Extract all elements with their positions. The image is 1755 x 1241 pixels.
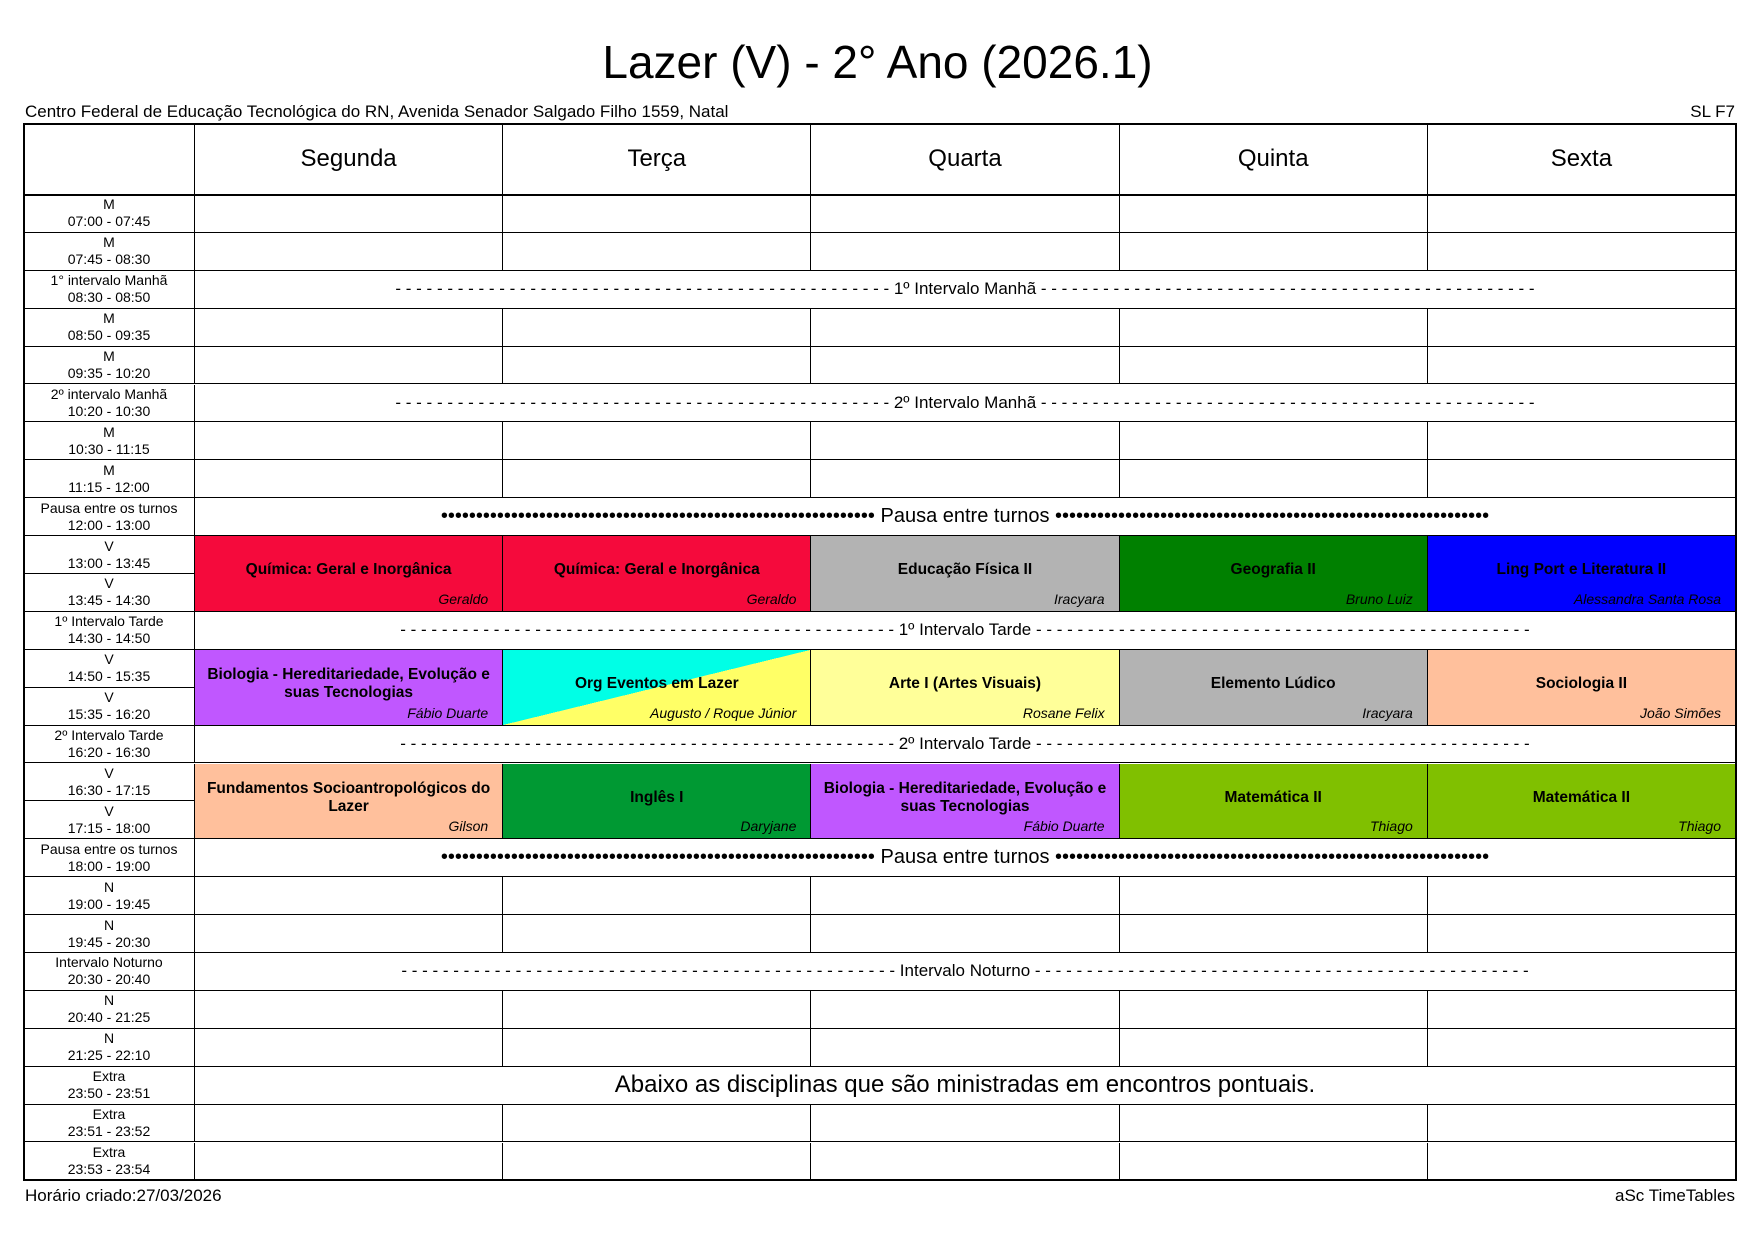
period-time: 13:45 - 14:30 (67, 592, 151, 609)
period-name: V (104, 802, 114, 819)
empty-slot[interactable] (1120, 1029, 1428, 1067)
lesson-card[interactable] (1120, 536, 1428, 612)
break-label: •••••••••••••••••••••••••••••••••••••••••••••••••••••••••••••• Pausa entre turnos •••••••••••••••••••••••••••••••••••••••••••••••••••••••••••••• (440, 505, 1490, 528)
period-label (24, 612, 195, 650)
period-label (24, 498, 195, 536)
empty-slot[interactable] (1120, 233, 1428, 271)
empty-slot[interactable] (1428, 915, 1736, 953)
period-name: M (103, 310, 115, 327)
period-label (24, 271, 195, 309)
empty-slot[interactable] (1120, 422, 1428, 460)
period-name: 1° intervalo Manhã (50, 272, 168, 289)
period-label (24, 839, 195, 877)
period-name: M (103, 234, 115, 251)
lesson-subject: Química: Geral e Inorgânica (553, 561, 760, 579)
period-label (24, 233, 195, 271)
period-name: N (103, 878, 115, 895)
lesson-subject: Ling Port e Literatura II (1496, 561, 1667, 579)
empty-slot[interactable] (1120, 1105, 1428, 1143)
period-name: V (104, 575, 114, 592)
lesson-subject: Arte I (Artes Visuais) (888, 675, 1042, 693)
empty-slot[interactable] (1428, 877, 1736, 915)
period-label (24, 726, 195, 764)
period-name: M (103, 461, 115, 478)
period-label (24, 309, 195, 347)
lesson-teacher: Augusto / Roque Júnior (650, 704, 797, 721)
software-credit: aSc TimeTables (1615, 1186, 1735, 1205)
empty-slot[interactable] (1120, 991, 1428, 1029)
period-label (24, 650, 195, 688)
empty-slot[interactable] (503, 347, 811, 385)
period-time: 08:30 - 08:50 (67, 289, 151, 306)
empty-slot[interactable] (195, 877, 503, 915)
period-time: 12:00 - 13:00 (67, 516, 151, 533)
empty-slot[interactable] (503, 915, 811, 953)
day-header-2: Terça (503, 124, 811, 195)
empty-slot[interactable] (811, 877, 1119, 915)
period-label (24, 195, 195, 233)
period-name: V (104, 689, 114, 706)
period-name: N (103, 1030, 115, 1047)
lesson-card[interactable] (195, 764, 503, 840)
period-name: 2º Intervalo Tarde (54, 727, 164, 744)
empty-slot[interactable] (503, 233, 811, 271)
period-time: 08:50 - 09:35 (67, 327, 151, 344)
empty-slot[interactable] (1428, 460, 1736, 498)
period-name: Extra (92, 1106, 126, 1123)
period-time: 10:30 - 11:15 (68, 440, 150, 457)
lesson-teacher: Fábio Duarte (1023, 818, 1105, 835)
period-label (24, 688, 195, 726)
period-label (24, 1105, 195, 1143)
lesson-teacher: Geraldo (746, 590, 797, 607)
period-time: 10:20 - 10:30 (67, 402, 151, 419)
period-label (24, 877, 195, 915)
break-band (195, 839, 1736, 877)
institution-address: Centro Federal de Educação Tecnológica do RN, Avenida Senador Salgado Filho 1559, Natal (25, 102, 729, 121)
empty-slot[interactable] (811, 347, 1119, 385)
empty-slot[interactable] (811, 1105, 1119, 1143)
period-time: 16:20 - 16:30 (67, 744, 151, 761)
empty-slot[interactable] (1428, 195, 1736, 233)
empty-slot[interactable] (503, 877, 811, 915)
period-name: 2º intervalo Manhã (50, 385, 168, 402)
day-header-1: Segunda (195, 124, 503, 195)
break-label: - - - - - - - - - - - - - - - - - - - - - - - - - - - - - - - - - - - - - - - - - - - - - - - - Intervalo Noturno - - - - - - - - - - - - - - - - - - - - - - - - - - - - - - - - - - - - - - - - - - - - - - - - (401, 961, 1529, 981)
lesson-subject: Org Eventos em Lazer (574, 675, 739, 693)
break-label: - - - - - - - - - - - - - - - - - - - - - - - - - - - - - - - - - - - - - - - - - - - - - - - - 1º Intervalo Tarde - - - - - - - - - - - - - - - - - - - - - - - - - - - - - - - - - - - - - - - - - - - - - - - - (400, 620, 1530, 640)
break-band (195, 1067, 1736, 1105)
lesson-teacher: Thiago (1678, 818, 1721, 835)
empty-slot[interactable] (503, 991, 811, 1029)
empty-slot[interactable] (1120, 915, 1428, 953)
empty-slot[interactable] (195, 422, 503, 460)
period-label (24, 574, 195, 612)
lesson-card[interactable] (503, 650, 811, 726)
period-time: 17:15 - 18:00 (67, 819, 151, 836)
empty-slot[interactable] (503, 1143, 811, 1181)
lesson-teacher: Iracyara (1362, 704, 1413, 721)
period-name: 1º Intervalo Tarde (54, 613, 164, 630)
period-label (24, 536, 195, 574)
lesson-teacher: Gilson (448, 818, 489, 835)
empty-slot[interactable] (195, 1105, 503, 1143)
period-name: V (104, 537, 114, 554)
empty-slot[interactable] (1428, 1105, 1736, 1143)
period-label (24, 953, 195, 991)
room-code: SL F7 (1690, 102, 1735, 121)
period-label (24, 915, 195, 953)
period-name: Pausa entre os turnos (40, 499, 178, 516)
lesson-teacher: Iracyara (1054, 590, 1105, 607)
period-name: Extra (92, 1068, 126, 1085)
period-time: 13:00 - 13:45 (67, 554, 151, 571)
period-label (24, 1029, 195, 1067)
empty-slot[interactable] (1428, 309, 1736, 347)
empty-slot[interactable] (1120, 195, 1428, 233)
lesson-card[interactable] (811, 536, 1119, 612)
lesson-card[interactable] (1428, 764, 1736, 840)
lesson-subject: Química: Geral e Inorgânica (245, 561, 452, 579)
empty-slot[interactable] (811, 233, 1119, 271)
period-time: 20:40 - 21:25 (67, 1009, 151, 1026)
period-time: 21:25 - 22:10 (67, 1047, 151, 1064)
header-corner (24, 124, 195, 195)
lesson-teacher: Rosane Felix (1022, 704, 1105, 721)
empty-slot[interactable] (1120, 460, 1428, 498)
period-name: Pausa entre os turnos (40, 840, 178, 857)
empty-slot[interactable] (1120, 309, 1428, 347)
empty-slot[interactable] (811, 309, 1119, 347)
period-label (24, 385, 195, 423)
empty-slot[interactable] (195, 915, 503, 953)
lesson-subject: Matemática II (1224, 788, 1322, 806)
period-time: 07:00 - 07:45 (67, 213, 151, 230)
empty-slot[interactable] (811, 195, 1119, 233)
day-header-4: Quinta (1120, 124, 1428, 195)
lesson-subject: Matemática II (1532, 788, 1631, 806)
period-time: 14:50 - 15:35 (67, 668, 151, 685)
period-label (24, 1067, 195, 1105)
empty-slot[interactable] (811, 422, 1119, 460)
lesson-subject: Sociologia II (1535, 675, 1628, 693)
period-name: M (103, 196, 115, 213)
empty-slot[interactable] (195, 309, 503, 347)
empty-slot[interactable] (195, 347, 503, 385)
empty-slot[interactable] (195, 1029, 503, 1067)
period-label (24, 347, 195, 385)
period-time: 20:30 - 20:40 (67, 971, 151, 988)
empty-slot[interactable] (503, 309, 811, 347)
lesson-card[interactable] (1428, 650, 1736, 726)
empty-slot[interactable] (503, 1105, 811, 1143)
break-band (195, 612, 1736, 650)
break-band (195, 271, 1736, 309)
empty-slot[interactable] (1428, 347, 1736, 385)
period-label (24, 1143, 195, 1181)
lesson-card[interactable] (503, 764, 811, 840)
timetable-title: Lazer (V) - 2° Ano (2026.1) (602, 36, 1153, 88)
break-label: •••••••••••••••••••••••••••••••••••••••••••••••••••••••••••••• Pausa entre turnos •••••••••••••••••••••••••••••••••••••••••••••••••••••••••••••• (440, 846, 1490, 869)
empty-slot[interactable] (503, 195, 811, 233)
period-time: 09:35 - 10:20 (67, 365, 151, 382)
day-header-3: Quarta (811, 124, 1119, 195)
lesson-teacher: Fábio Duarte (407, 704, 489, 721)
break-band (195, 385, 1736, 423)
period-name: V (104, 651, 114, 668)
lesson-card[interactable] (811, 650, 1119, 726)
break-label: - - - - - - - - - - - - - - - - - - - - - - - - - - - - - - - - - - - - - - - - - - - - - - - - 2º Intervalo Manhã - - - - - - - - - - - - - - - - - - - - - - - - - - - - - - - - - - - - - - - - - - - - - - - - (395, 392, 1535, 412)
empty-slot[interactable] (811, 1143, 1119, 1181)
period-time: 18:00 - 19:00 (67, 857, 151, 874)
period-time: 23:51 - 23:52 (67, 1123, 151, 1140)
period-name: N (103, 916, 115, 933)
lesson-card[interactable] (1428, 536, 1736, 612)
empty-slot[interactable] (811, 1029, 1119, 1067)
period-name: Intervalo Noturno (55, 954, 163, 971)
period-time: 16:30 - 17:15 (67, 781, 151, 798)
lesson-card[interactable] (503, 536, 811, 612)
break-band (195, 953, 1736, 991)
empty-slot[interactable] (1120, 877, 1428, 915)
lesson-card[interactable] (195, 536, 503, 612)
period-time: 19:45 - 20:30 (67, 933, 151, 950)
empty-slot[interactable] (195, 991, 503, 1029)
break-label: - - - - - - - - - - - - - - - - - - - - - - - - - - - - - - - - - - - - - - - - - - - - - - - - 2º Intervalo Tarde - - - - - - - - - - - - - - - - - - - - - - - - - - - - - - - - - - - - - - - - - - - - - - - - (400, 734, 1530, 754)
break-label: - - - - - - - - - - - - - - - - - - - - - - - - - - - - - - - - - - - - - - - - - - - - - - - - 1º Intervalo Manhã - - - - - - - - - - - - - - - - - - - - - - - - - - - - - - - - - - - - - - - - - - - - - - - - (395, 279, 1535, 299)
lesson-subject: Elemento Lúdico (1210, 675, 1336, 693)
empty-slot[interactable] (1120, 1143, 1428, 1181)
period-time: 15:35 - 16:20 (67, 706, 151, 723)
empty-slot[interactable] (1428, 1029, 1736, 1067)
period-name: N (103, 992, 115, 1009)
empty-slot[interactable] (195, 233, 503, 271)
lesson-subject: Biologia - Hereditariedade, Evolução e suas Tecnologias (823, 779, 1107, 815)
period-name: V (104, 764, 114, 781)
empty-slot[interactable] (195, 195, 503, 233)
lesson-teacher: Daryjane (740, 818, 797, 835)
lesson-card[interactable] (1120, 650, 1428, 726)
empty-slot[interactable] (195, 1143, 503, 1181)
period-name: Extra (92, 1143, 126, 1160)
period-label (24, 801, 195, 839)
lesson-teacher: Thiago (1369, 818, 1413, 835)
lesson-subject: Biologia - Hereditariedade, Evolução e suas Tecnologias (207, 666, 490, 702)
lesson-teacher: Alessandra Santa Rosa (1573, 590, 1721, 607)
empty-slot[interactable] (1428, 233, 1736, 271)
period-label (24, 991, 195, 1029)
lesson-card[interactable] (1120, 764, 1428, 840)
period-label (24, 460, 195, 498)
empty-slot[interactable] (1428, 1143, 1736, 1181)
break-band (195, 498, 1736, 536)
empty-slot[interactable] (811, 460, 1119, 498)
empty-slot[interactable] (811, 915, 1119, 953)
period-name: M (103, 348, 115, 365)
empty-slot[interactable] (811, 991, 1119, 1029)
lesson-card[interactable] (811, 764, 1119, 840)
empty-slot[interactable] (1120, 347, 1428, 385)
break-band (195, 726, 1736, 764)
period-time: 19:00 - 19:45 (67, 895, 151, 912)
period-time: 23:53 - 23:54 (67, 1160, 151, 1177)
period-label (24, 764, 195, 802)
period-time: 07:45 - 08:30 (67, 251, 151, 268)
empty-slot[interactable] (195, 460, 503, 498)
header-divider (24, 194, 1736, 196)
empty-slot[interactable] (503, 1029, 811, 1067)
lesson-subject: Inglês I (630, 788, 684, 806)
period-label (24, 422, 195, 460)
period-time: 11:15 - 12:00 (68, 478, 150, 495)
empty-slot[interactable] (503, 460, 811, 498)
lesson-subject: Educação Física II (897, 561, 1033, 579)
empty-slot[interactable] (1428, 422, 1736, 460)
period-time: 23:50 - 23:51 (67, 1085, 151, 1102)
period-name: M (103, 423, 115, 440)
period-time: 14:30 - 14:50 (67, 630, 151, 647)
lesson-teacher: Geraldo (438, 590, 489, 607)
lesson-teacher: João Simões (1640, 704, 1721, 721)
creation-date: Horário criado:27/03/2026 (25, 1186, 222, 1205)
lesson-subject: Fundamentos Socioantropológicos do Lazer (206, 779, 491, 815)
lesson-subject: Geografia II (1230, 561, 1316, 579)
break-label: Abaixo as disciplinas que são ministradas em encontros pontuais. (614, 1071, 1316, 1099)
empty-slot[interactable] (503, 422, 811, 460)
lesson-teacher: Bruno Luiz (1345, 590, 1413, 607)
lesson-card[interactable] (195, 650, 503, 726)
empty-slot[interactable] (1428, 991, 1736, 1029)
day-header-5: Sexta (1428, 124, 1736, 195)
